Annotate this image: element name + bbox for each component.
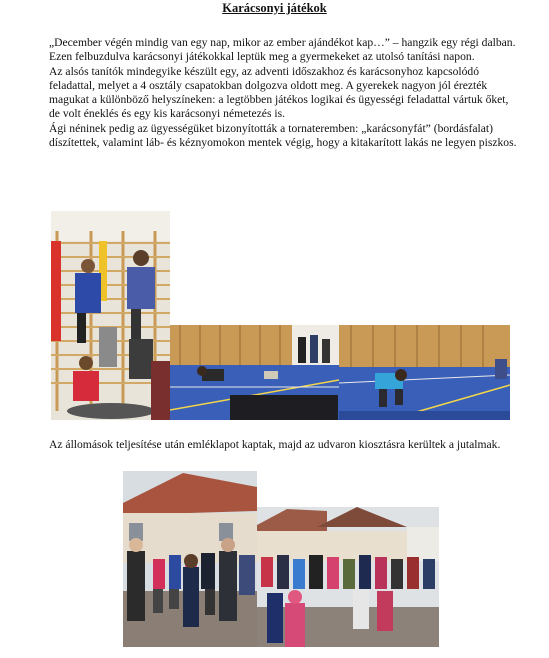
paragraph-gym: Ági néninek pedig az ügyességüket bizonyították a tornateremben: „karácsonyfát” (bordásfalat) díszítettek, valamint láb- és kéznyomokon mentek végig, hogy a kitakarított lakás ne legyen piszkos. (49, 121, 517, 150)
paragraph-rewards: Az állomások teljesítése után emléklapot kaptak, majd az udvaron kiosztásra kerültek a jutalmak. (49, 438, 501, 451)
photo-courtyard-right (257, 507, 439, 647)
article-body (49, 36, 517, 150)
photo-courtyard-left (123, 471, 257, 647)
photo-gym-crawling (339, 325, 510, 420)
page-title: Karácsonyi játékok (222, 1, 327, 15)
paragraph-quote: „December végén mindig van egy nap, mikor az ember ajándékot kap…” – hangzik egy régi dalban. (49, 36, 516, 49)
paragraph-intro: Ezen felbuzdulva karácsonyi játékokkal leptük meg a gyermekeket az utolsó tanítási napon. (49, 50, 475, 64)
photo-gym-footprints (170, 325, 339, 420)
photo-wall-bars (51, 211, 170, 420)
paragraph-stations: Az alsós tanítók mindegyike készült egy, az adventi időszakhoz és karácsonyhoz kapcsolódó feladattal, melyet a 4 osztály csapatokban dolgozva oldott meg. A gyerekek nagyon jól érezték magukat a különböző helyszíneken: a legtöbben játékos logikai és ügyességi feladattal vártuk őket, de volt éneklés és egy kis karácsonyi németezés is. (49, 64, 509, 121)
